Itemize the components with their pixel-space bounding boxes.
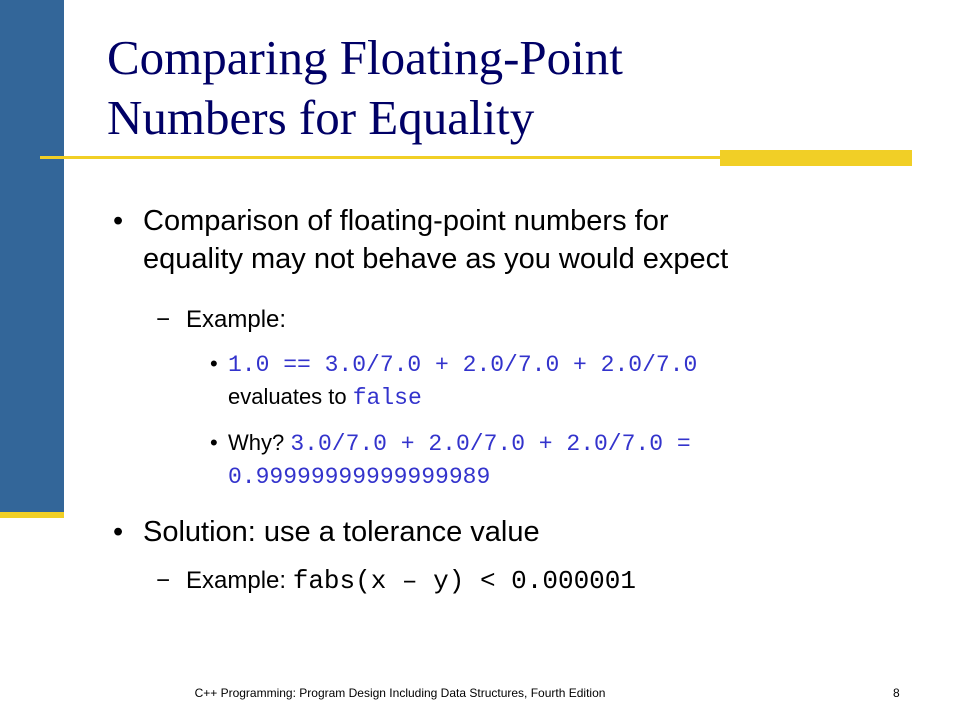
side-bar xyxy=(0,0,64,512)
example-why-explanation xyxy=(210,427,928,493)
page-number: 8 xyxy=(893,686,900,700)
bullet-mark: • xyxy=(210,351,218,376)
title-line-2: Numbers for Equality xyxy=(107,90,535,145)
code-false: false xyxy=(352,385,422,411)
title-underline xyxy=(40,156,720,159)
bullet-comparison xyxy=(113,202,923,278)
bullet-mark: • xyxy=(113,516,124,548)
footer-text: C++ Programming: Program Design Including Data Structures, Fourth Edition xyxy=(194,686,606,700)
bullet-solution xyxy=(113,513,923,551)
dash-mark: − xyxy=(156,567,171,594)
bullet-text-line-1: Comparison of floating-point numbers for xyxy=(143,205,669,237)
code-expression: 1.0 == 3.0/7.0 + 2.0/7.0 + 2.0/7.0 xyxy=(228,352,698,378)
bullet-mark: • xyxy=(210,430,218,455)
why-text: Why? xyxy=(228,430,291,455)
code-sum: 3.0/7.0 + 2.0/7.0 + 2.0/7.0 = xyxy=(290,431,691,457)
dash-mark: − xyxy=(156,306,171,333)
example-equality-expression xyxy=(210,348,928,414)
sub-bullet-label: Example: xyxy=(186,306,287,333)
sub-bullet-example xyxy=(156,303,926,337)
bullet-text-line-2: equality may not behave as you would expect xyxy=(143,243,729,275)
title-underline-block xyxy=(720,150,912,166)
sub-bullet-label: Example: xyxy=(186,567,293,594)
code-result: 0.99999999999999989 xyxy=(228,464,491,490)
side-bar-accent xyxy=(0,512,64,518)
bullet-text: Solution: use a tolerance value xyxy=(143,516,540,548)
code-fabs: fabs(x – y) < 0.000001 xyxy=(292,566,636,596)
sub-bullet-tolerance-example xyxy=(156,564,926,598)
evaluates-text: evaluates to xyxy=(228,384,353,409)
bullet-mark: • xyxy=(113,205,124,237)
slide-title xyxy=(107,28,927,148)
title-line-1: Comparing Floating-Point xyxy=(107,30,623,85)
